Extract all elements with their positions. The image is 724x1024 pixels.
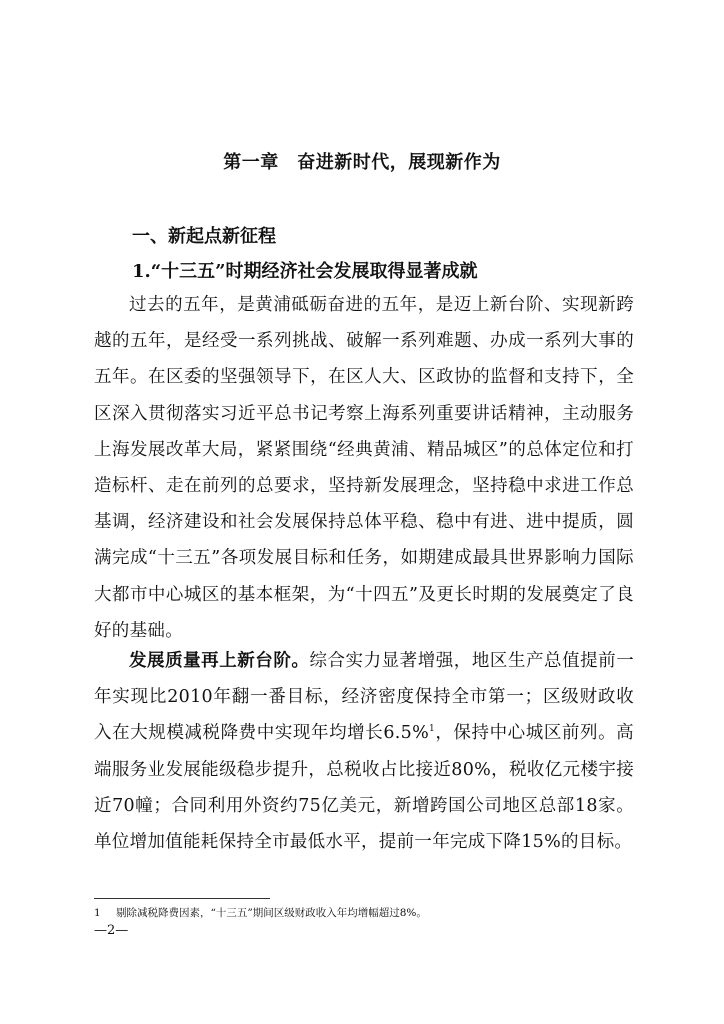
footnote-number: 1 xyxy=(94,907,101,919)
footnote-text: 剔除减税降费因素，“十三五”期间区级财政收入年均增幅超过8%。 xyxy=(116,907,427,919)
section-heading: 一、新起点新征程 xyxy=(132,226,276,247)
paragraph-achievements-intro: 过去的五年，是黄浦砥砺奋进的五年，是迈上新台阶、实现新跨越的五年，是经受一系列挑战、破解一系列难题、办成一系列大事的五年。在区委的坚强领导下，在区人大、区政协的监督和支持下，全区深入贯彻落实习近平总书记考察上海系列重要讲话精神，主动服务上海发展改革大局，紧紧围绕“经典黄浦、精品城区”的总体定位和打造标杆、走在前列的总要求，坚持新发展理念，坚持稳中求进工作总基调，经济建设和社会发展保持总体平稳、稳中有进、进中提质，圆满完成“十三五”各项发展目标和任务，如期建成最具世界影响力国际大都市中心城区的基本框架，为“十四五”及更长时期的发展奠定了良好的基础。 xyxy=(94,295,634,641)
paragraph-body-text-continued: ，保持中心城区前列。高端服务业发展能级稳步提升，总税收占比接近80%，税收亿元楼宇接近70幢；合同利用外资约75亿美元，新增跨国公司地区总部18家。单位增加值能耗保持全市最低水平，提前一年完成下降15%的目标。 xyxy=(94,723,634,853)
subsection-heading: 1.“十三五”时期经济社会发展取得显著成就 xyxy=(132,261,478,282)
paragraph-body-text: 综合实力显著增强，地区生产总值提前一年实现比2010年翻一番目标，经济密度保持全市第一；区级财政收入在大规模减税降费中实现年均增长6.5% xyxy=(94,651,635,744)
chapter-title: 第一章 奋进新时代，展现新作为 xyxy=(223,152,501,173)
footnote xyxy=(94,906,427,920)
footnote-reference[interactable]: 1 xyxy=(429,724,436,735)
page-number: —2— xyxy=(94,923,129,938)
footnote-divider xyxy=(94,898,270,899)
paragraph-development-quality xyxy=(94,643,634,860)
paragraph-lead-heading: 发展质量再上新台阶。 xyxy=(129,651,310,671)
